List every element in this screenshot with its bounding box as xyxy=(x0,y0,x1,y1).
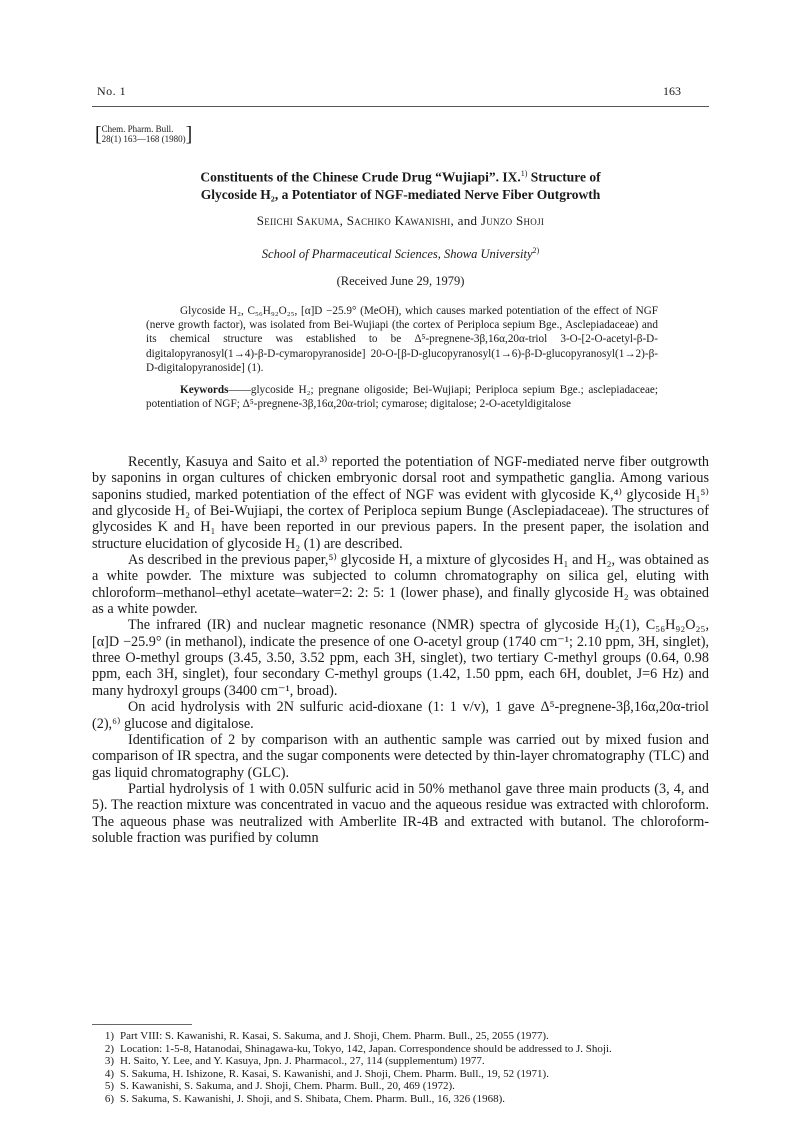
paper-title xyxy=(92,165,709,204)
right-bracket: ] xyxy=(185,122,193,146)
page-number: 163 xyxy=(663,84,681,98)
footnote-number: 5) xyxy=(104,1080,114,1093)
footnote-number: 6) xyxy=(104,1092,114,1105)
issue-number: No. 1 xyxy=(97,84,127,98)
body-paragraph-5: Identification of 2 by comparison with an authentic sample was carried out by mixed fusion and comparison of IR spectra, and the sugar components were detected by thin-layer chromatography (TLC) and gas liquid chromatography (GLC). xyxy=(92,731,709,781)
footnote-text: Location: 1-5-8, Hatanodai, Shinagawa-ku, Tokyo, 142, Japan. Correspondence should be addressed to J. Shoji. xyxy=(120,1042,612,1055)
affiliation-footnote-ref: 2) xyxy=(532,246,540,255)
keywords-label: Keywords xyxy=(180,384,229,396)
body-paragraph-6: Partial hydrolysis of 1 with 0.05N sulfuric acid in 50% methanol gave three main products (3, 4, and 5). The reaction mixture was concentrated in vacuo and the aqueous residue was extracted with chloroform. The aqueous phase was neutralized with Amberlite IR-4B and extracted with butanol. The chloroform-soluble fraction was purified by column xyxy=(92,780,709,846)
footnote-rule xyxy=(92,1024,192,1025)
body-paragraph-3: The infrared (IR) and nuclear magnetic resonance (NMR) spectra of glycoside H₂(1), C₅₆H₉₂O₂₅, [α]D −25.9° (in methanol), indicate the presence of one O-acetyl group (1740 cm⁻¹; 2.10 ppm, 3H, singlet), three O-methyl groups (3.45, 3.50, 3.52 ppm, each 3H, singlet), two tertiary C-methyl groups (0.64, 0.98 ppm, each 3H, singlet), four secondary C-methyl groups (1.42, 1.50 ppm, each 6H, doublet, J=6 Hz) and many hydroxyl groups (3400 cm⁻¹, broad). xyxy=(92,617,709,699)
author-1: Seiichi Sakuma, xyxy=(256,213,344,228)
author-list xyxy=(92,213,709,229)
keywords-block xyxy=(146,383,658,411)
footnote-text: S. Sakuma, S. Kawanishi, J. Shoji, and S. Shibata, Chem. Pharm. Bull., 16, 326 (1968). xyxy=(120,1092,505,1105)
footnote-text: H. Saito, Y. Lee, and Y. Kasuya, Jpn. J. Pharmacol., 27, 114 (supplementum) 1977. xyxy=(120,1055,485,1068)
title-line1: Constituents of the Chinese Crude Drug “Wujiapi”. IX. xyxy=(200,169,521,185)
footnote-number: 1) xyxy=(104,1030,114,1042)
affiliation-text: School of Pharmaceutical Sciences, Showa University xyxy=(261,247,533,262)
footnote-text: S. Kawanishi, S. Sakuma, and J. Shoji, Chem. Pharm. Bull., 20, 469 (1972). xyxy=(120,1080,455,1093)
journal-ref-line1: Chem. Pharm. Bull. xyxy=(101,124,174,134)
left-bracket: [ xyxy=(95,122,102,146)
keywords-text: ——glycoside H₂; pregnane oligoside; Bei-Wujiapi; Periploca sepium Bge.; asclepiadaceae; potentiation of NGF; Δ⁵-pregnene-3β,16α,20α-triol; cymarose; digitalose; 2-O-acetyldigitalose xyxy=(146,384,658,411)
body-paragraph-2: As described in the previous paper,⁵⁾ glycoside H, a mixture of glycosides H₁ and H₂, was obtained as a white powder. The mixture was subjected to column chromatography on silica gel, eluting with chloroform–methanol–ethyl acetate–water=2: 2: 5: 1 (lower phase), and finally glycoside H₂ was obtained as a white powder. xyxy=(92,552,709,618)
body-text xyxy=(92,454,709,846)
author-3: Junzo Shoji xyxy=(480,213,545,228)
affiliation xyxy=(92,246,709,262)
footnote xyxy=(92,1068,709,1081)
title-line2: Glycoside H₂, a Potentiator of NGF-mediated Nerve Fiber Outgrowth xyxy=(200,187,601,202)
title-footnote-ref: 1) xyxy=(520,169,528,178)
author-2: Sachiko Kawanishi, xyxy=(346,213,455,228)
title-line1-tail: Structure of xyxy=(527,169,601,185)
footnote-text: Part VIII: S. Kawanishi, R. Kasai, S. Sakuma, and J. Shoji, Chem. Pharm. Bull., 25, 2055 (1977). xyxy=(120,1030,549,1042)
abstract-text: Glycoside H₂, C₅₆H₉₂O₂₅, [α]D −25.9° (MeOH), which causes marked potentiation of the effect of NGF (nerve growth factor), was isolated from Bei-Wujiapi (the cortex of Periploca sepium Bge., Asclepiadaceae) and its chemical structure was established to be Δ⁵-pregnene-3β,16α,20α-triol 3-O-[2-O-acetyl-β-D-digitalopyranosyl(1→4)-β-D-cymaropyranoside] 20-O-[β-D-glucopyranosyl(1→6)-β-D-glucopyranosyl(1→2)-β-D-digitalopyranoside] (1). xyxy=(146,305,658,374)
footnote xyxy=(92,1030,709,1043)
journal-ref-line2: 28(1) 163—168 (1980) xyxy=(101,134,186,144)
footnote xyxy=(92,1093,709,1106)
footnote-number: 4) xyxy=(104,1067,114,1080)
header-rule xyxy=(92,106,709,107)
footnote xyxy=(92,1043,709,1056)
footnote-number: 2) xyxy=(104,1042,114,1055)
footnote xyxy=(92,1055,709,1068)
body-paragraph-4: On acid hydrolysis with 2N sulfuric acid-dioxane (1: 1 v/v), 1 gave Δ⁵-pregnene-3β,16α,20α-triol (2),⁶⁾ glucose and digitalose. xyxy=(92,699,709,732)
footnote-number: 3) xyxy=(104,1055,114,1068)
authors-and: and xyxy=(457,213,478,228)
footnote-text: S. Sakuma, H. Ishizone, R. Kasai, S. Kawanishi, and J. Shoji, Chem. Pharm. Bull., 19, 52 (1971). xyxy=(120,1067,549,1080)
footnotes xyxy=(92,1030,709,1106)
journal-reference xyxy=(95,124,192,144)
footnote xyxy=(92,1080,709,1093)
abstract xyxy=(146,304,658,375)
body-paragraph-1: Recently, Kasuya and Saito et al.³⁾ reported the potentiation of NGF-mediated nerve fiber outgrowth by saponins in organ cultures of chicken embryonic dorsal root and sympathetic ganglia. Among various saponins studied, marked potentiation of the effect of NGF was evident with glycoside K,⁴⁾ glycoside H₁⁵⁾ and glycoside H₂ of Bei-Wujiapi, the cortex of Periploca sepium Bunge (Asclepiadaceae). The structures of glycosides K and H₁ have been reported in our previous papers. In the present paper, the isolation and structure elucidation of glycoside H₂ (1) are described. xyxy=(92,454,709,552)
received-date: (Received June 29, 1979) xyxy=(336,274,465,288)
